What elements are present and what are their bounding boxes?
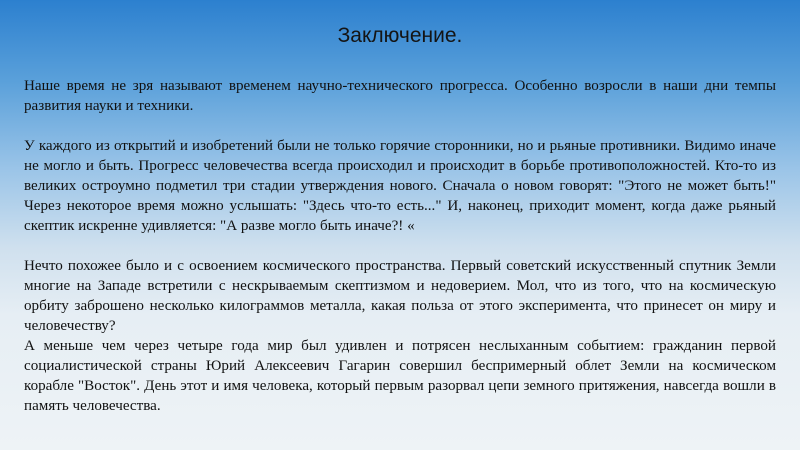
paragraph-three-stages: У каждого из открытий и изобретений были не только горячие сторонники, но и рьяные противники. Видимо иначе не могло и быть. Прогресс человечества всегда происходил и происходит в борьбе противоположностей. Кто-то из великих остроумно подметил три стадии утверждения нового. Сначала о новом говорят: "Этого не может быть!" Через некоторое время можно услышать: "Здесь что-то есть..." И, наконец, приходит момент, когда даже рьяный скептик искренне удивляется: "А разве могло быть иначе?! « xyxy=(24,138,776,234)
slide-title: Заключение. xyxy=(337,24,463,47)
paragraph-first-satellite: Нечто похожее было и с освоением космического пространства. Первый советский искусственный спутник Земли многие на Западе встретили с нескрываемым скептизмом и недоверием. Мол, что из того, что на космическую орбиту заброшено несколько килограммов металла, какая польза от этого эксперимента, что принесет он миру и человечеству? xyxy=(24,258,776,334)
paragraph-spacer xyxy=(24,116,776,136)
paragraph-progress-intro: Наше время не зря называют временем научно-технического прогресса. Особенно возросли в наши дни темпы развития науки и техники. xyxy=(24,78,776,114)
paragraph-gagarin-flight: А меньше чем через четыре года мир был удивлен и потрясен неслыханным событием: гражданин первой социалистической страны Юрий Алексеевич Гагарин совершил беспримерный облет Земли на космическом корабле "Восток". День этот и имя человека, который первым разорвал цепи земного притяжения, навсегда вошли в память человечества. xyxy=(24,338,776,414)
paragraph-spacer xyxy=(24,236,776,256)
slide-body xyxy=(24,76,776,416)
